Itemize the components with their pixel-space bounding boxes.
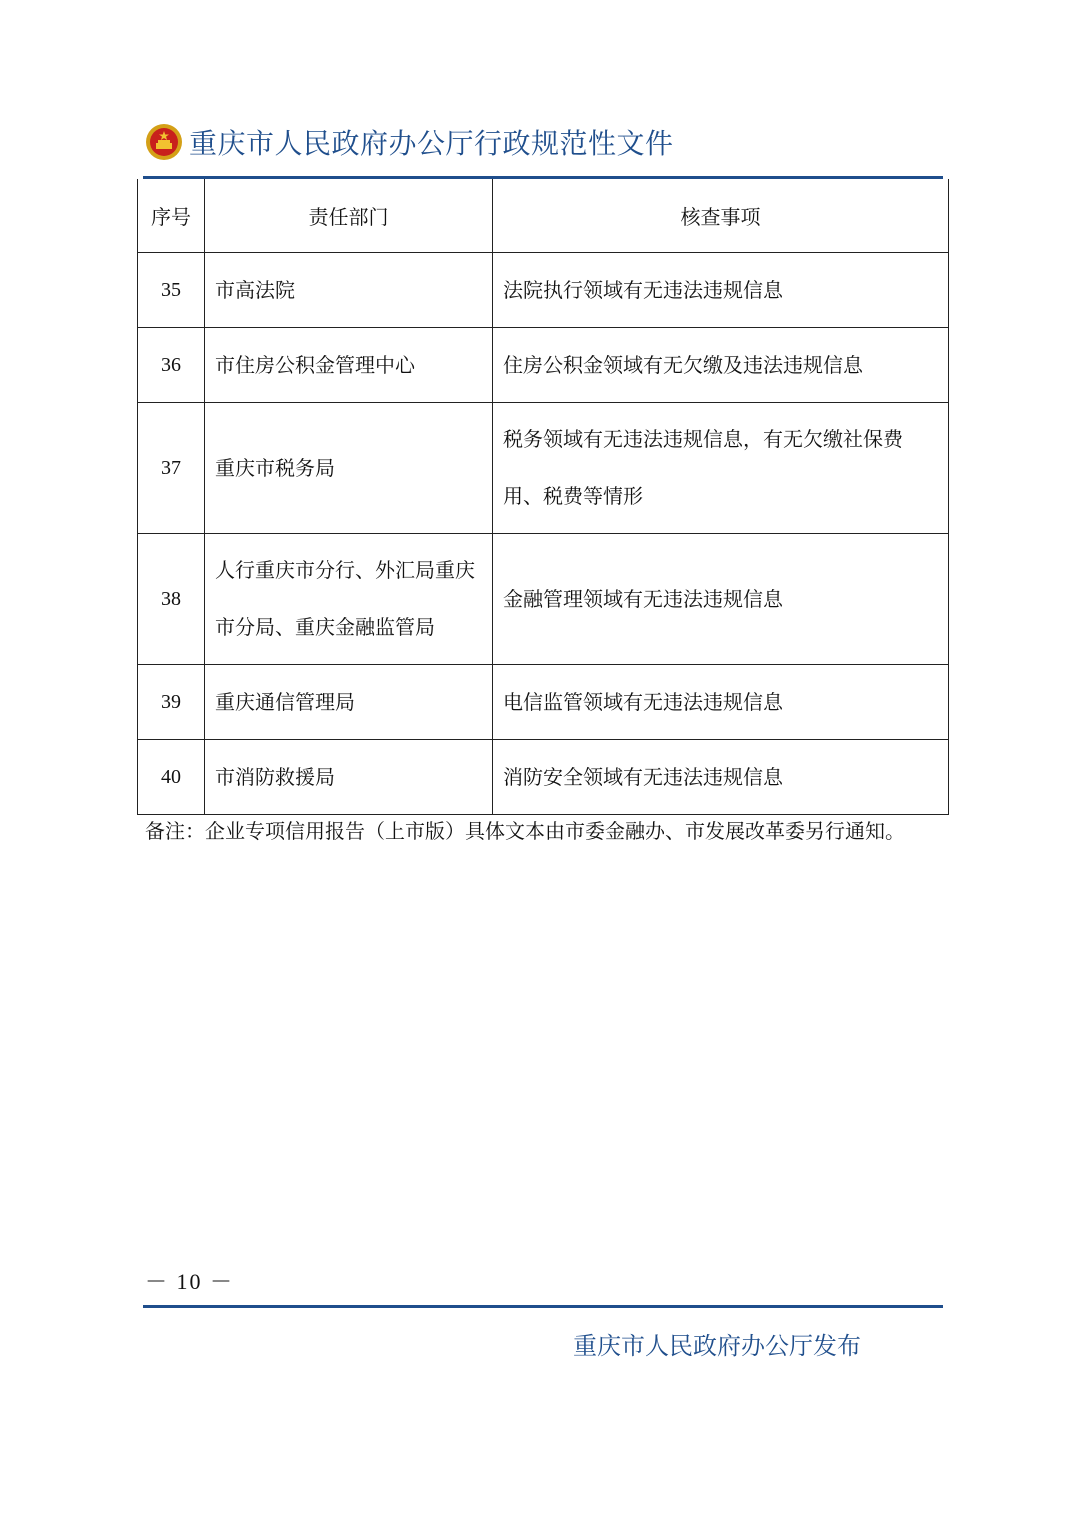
- table-row: [138, 328, 949, 403]
- responsibility-table: [137, 179, 949, 815]
- header-title: 重庆市人民政府办公厅行政规范性文件: [189, 127, 674, 160]
- row-department: 人行重庆市分行、外汇局重庆市分局、重庆金融监管局: [205, 534, 493, 665]
- table-row: [138, 253, 949, 328]
- row-item: 电信监管领域有无违法违规信息: [493, 665, 949, 740]
- table-row: [138, 740, 949, 815]
- row-number: 36: [138, 328, 205, 403]
- row-item: 税务领域有无违法违规信息，有无欠缴社保费用、税费等情形: [493, 403, 949, 534]
- row-department: 重庆通信管理局: [205, 665, 493, 740]
- table-footnote: 备注：企业专项信用报告（上市版）具体文本由市委金融办、市发展改革委另行通知。: [145, 819, 905, 843]
- table-row: [138, 534, 949, 665]
- table-header-row: [138, 179, 949, 253]
- footer-divider: [143, 1305, 943, 1308]
- row-department: 市消防救援局: [205, 740, 493, 815]
- column-header-item: 核查事项: [493, 179, 949, 253]
- row-number: 40: [138, 740, 205, 815]
- row-department: 市住房公积金管理中心: [205, 328, 493, 403]
- table-row: [138, 403, 949, 534]
- column-header-department: 责任部门: [205, 179, 493, 253]
- document-header: [145, 120, 674, 164]
- row-number: 37: [138, 403, 205, 534]
- column-header-no: 序号: [138, 179, 205, 253]
- row-item: 住房公积金领域有无欠缴及违法违规信息: [493, 328, 949, 403]
- table-row: [138, 665, 949, 740]
- row-number: 35: [138, 253, 205, 328]
- row-department: 重庆市税务局: [205, 403, 493, 534]
- page-number: － 10 －: [145, 1269, 235, 1294]
- row-number: 39: [138, 665, 205, 740]
- national-emblem-icon: [145, 123, 183, 161]
- row-item: 法院执行领域有无违法违规信息: [493, 253, 949, 328]
- publisher-line: 重庆市人民政府办公厅发布: [573, 1332, 861, 1360]
- row-item: 金融管理领域有无违法违规信息: [493, 534, 949, 665]
- row-item: 消防安全领域有无违法违规信息: [493, 740, 949, 815]
- row-department: 市高法院: [205, 253, 493, 328]
- row-number: 38: [138, 534, 205, 665]
